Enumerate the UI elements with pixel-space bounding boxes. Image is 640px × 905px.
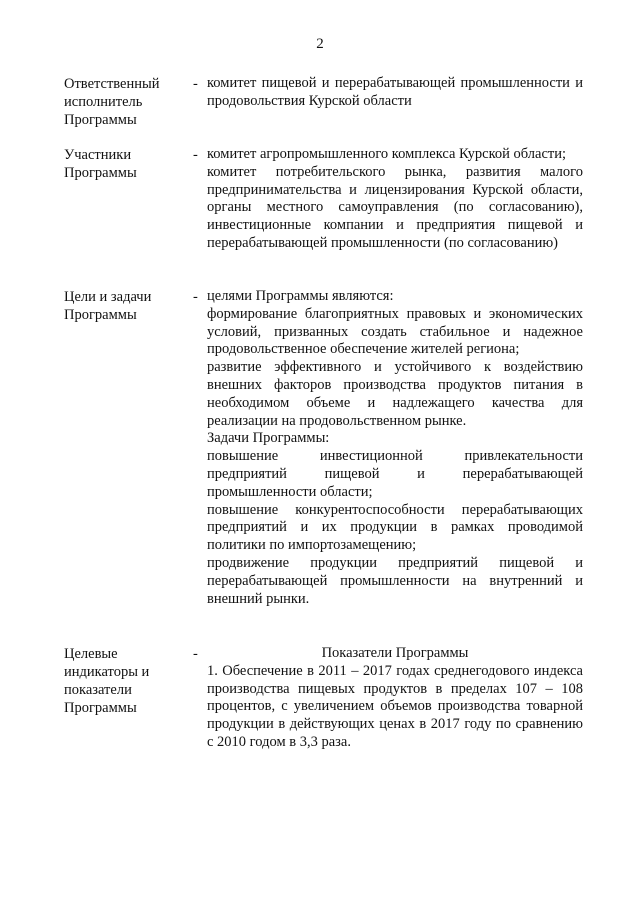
paragraph: продвижение продукции предприятий пищевой и перерабатывающей промышленности на внутренний и внешний рынки. — [207, 554, 583, 607]
paragraph: комитет потребительского рынка, развития малого предпринимательства и лицензирования Курской области, органы местного самоуправления (по согласованию), инвестиционные компании и предприятия пищевой и перерабатывающей промышленности (по согласованию) — [207, 163, 583, 251]
paragraph: комитет агропромышленного комплекса Курской области; — [207, 146, 567, 162]
section-content — [207, 645, 583, 752]
section-label: Участники Программы — [64, 147, 137, 181]
section-label: Цели и задачи Программы — [64, 289, 152, 323]
dash-separator: - — [193, 76, 198, 92]
paragraph: развитие эффективного и устойчивого к воздействию внешних факторов производства продуктов питания в необходимом объеме и надлежащего качества для реализации на продовольственном рынке. — [207, 359, 583, 429]
section-label: Ответственный исполнитель Программы — [64, 76, 160, 128]
paragraph: комитет пищевой и перерабатывающей промышленности и продовольствия Курской области — [207, 75, 583, 109]
indicators-heading: Показатели Программы — [321, 645, 469, 661]
dash-separator: - — [193, 646, 198, 662]
section-label: Целевые индикаторы и показатели Программы — [64, 646, 150, 716]
paragraph: 1. Обеспечение в 2011 – 2017 годах среднегодового индекса производства пищевых продуктов в пределах 107 – 108 процентов, с увеличением объемов производства товарной продукции в действующих ценах в 2017 году по сравнению с 2010 годом в 3,3 раза. — [207, 662, 583, 750]
paragraph: повышение инвестиционной привлекательности предприятий пищевой и перерабатывающей промышленности области; — [207, 448, 583, 500]
section-content — [207, 288, 583, 608]
paragraph: повышение конкурентоспособности перерабатывающих предприятий и их продукции в рамках проводимой политики по импортозамещению; — [207, 501, 583, 554]
section-content — [207, 75, 583, 111]
page-number: 2 — [316, 36, 324, 52]
dash-separator: - — [193, 289, 198, 305]
section-content — [207, 146, 583, 253]
dash-separator: - — [193, 147, 198, 163]
paragraph: Задачи Программы: — [207, 430, 330, 447]
paragraph: формирование благоприятных правовых и экономических условий, призванных создать стабильное и надежное продовольственное обеспечение жителей региона; — [207, 305, 583, 358]
paragraph: целями Программы являются: — [207, 288, 394, 304]
